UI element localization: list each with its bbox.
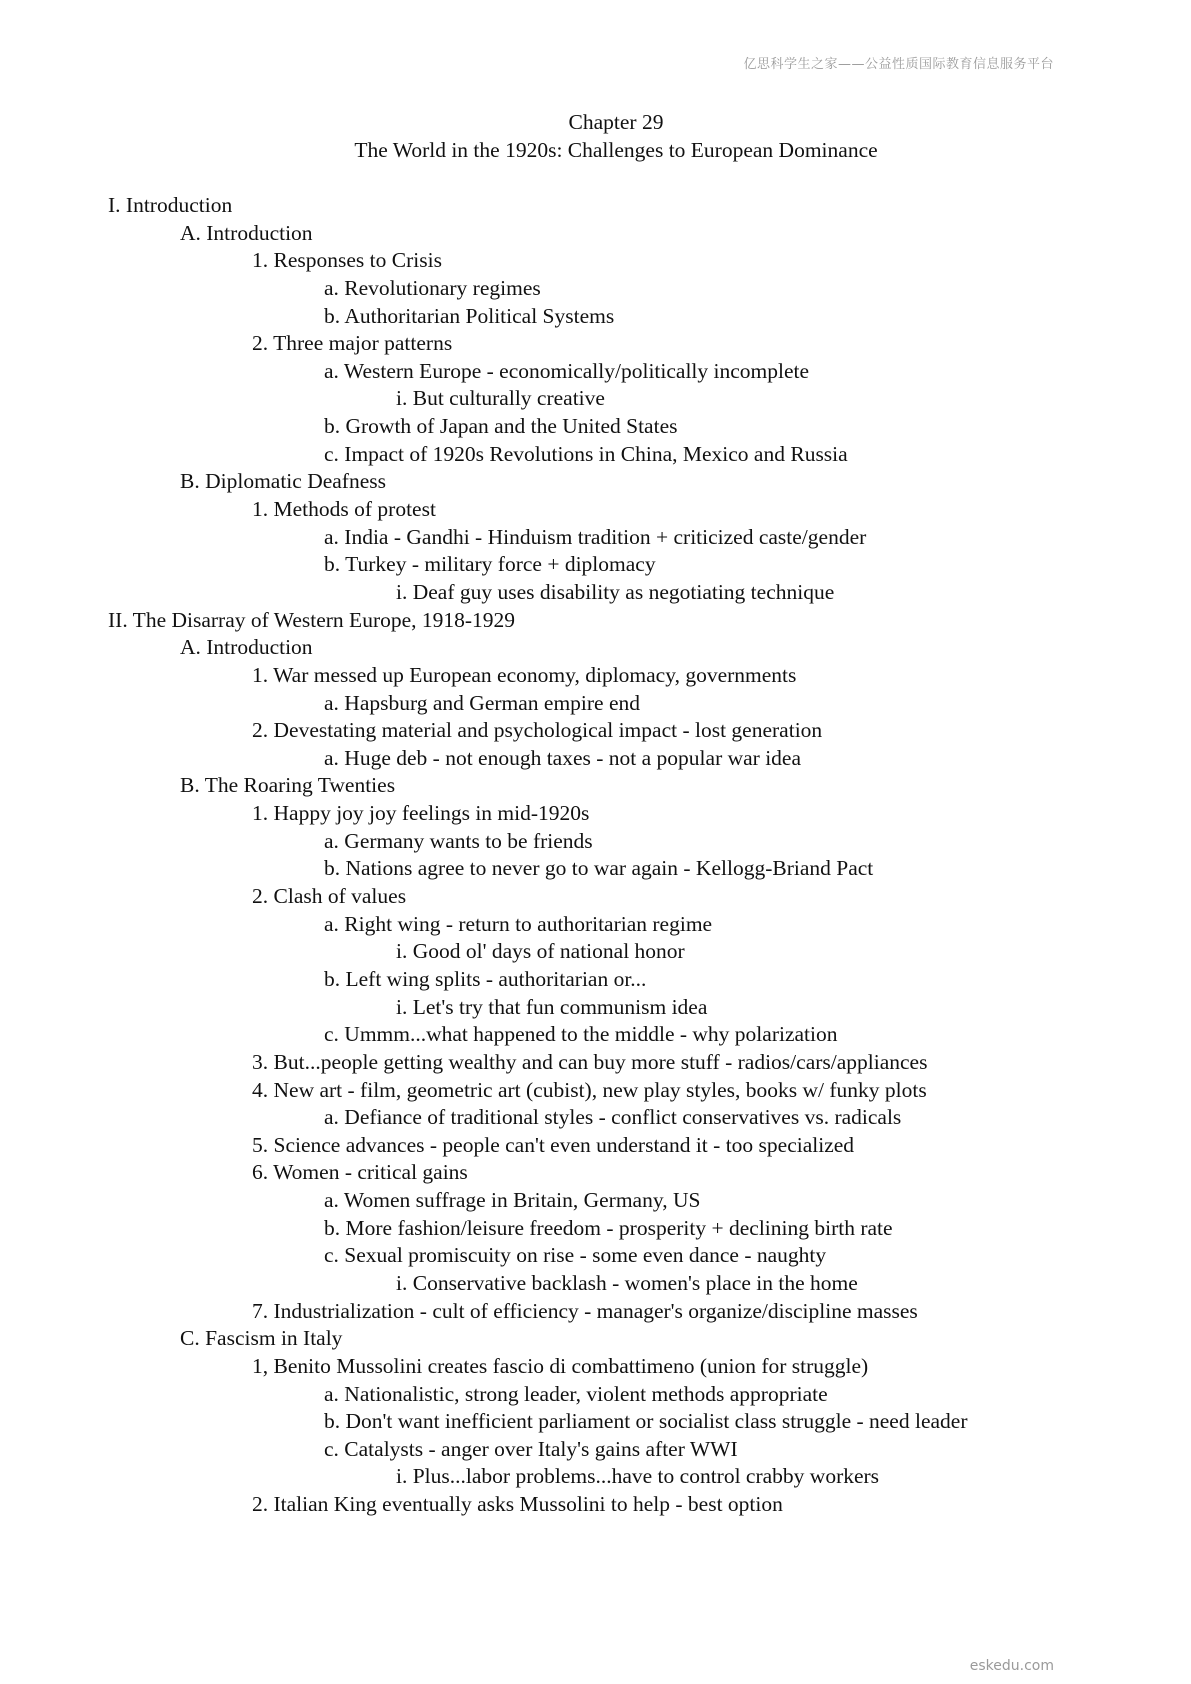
outline-item-level-3: c. Catalysts - anger over Italy's gains after WWI (324, 1436, 738, 1461)
outline-item-level-4: i. Let's try that fun communism idea (396, 994, 708, 1019)
outline-item-level-3: b. Don't want inefficient parliament or socialist class struggle - need leader (324, 1409, 968, 1434)
outline-item-level-3: a. Germany wants to be friends (324, 828, 593, 853)
outline-item-level-1: A. Introduction (180, 635, 313, 660)
outline-item-level-3: c. Impact of 1920s Revolutions in China, Mexico and Russia (324, 441, 848, 466)
header-watermark: 亿思科学生之家——公益性质国际教育信息服务平台 (743, 57, 1054, 72)
outline-item-level-2: 7. Industrialization - cult of efficiency - manager's organize/discipline masses (252, 1298, 918, 1323)
outline-item-level-2: 1, Benito Mussolini creates fascio di combattimeno (union for struggle) (252, 1353, 869, 1378)
outline-item-level-2: 1. War messed up European economy, diplomacy, governments (252, 662, 797, 687)
outline-item-level-3: a. India - Gandhi - Hinduism tradition + criticized caste/gender (324, 524, 867, 549)
outline-item-level-3: a. Western Europe - economically/politically incomplete (324, 358, 810, 383)
outline-item-level-1: B. The Roaring Twenties (180, 773, 396, 798)
outline-item-level-1: C. Fascism in Italy (180, 1326, 343, 1351)
outline-item-level-2: 6. Women - critical gains (252, 1160, 468, 1185)
outline-item-level-2: 2. Italian King eventually asks Mussolini to help - best option (252, 1492, 783, 1517)
outline-item-level-3: b. Growth of Japan and the United States (324, 414, 678, 439)
outline-item-level-3: b. Left wing splits - authoritarian or... (324, 966, 647, 991)
title-block (0, 108, 1191, 164)
outline-item-level-3: a. Right wing - return to authoritarian regime (324, 911, 713, 936)
outline-item-level-3: a. Hapsburg and German empire end (324, 690, 641, 715)
outline-item-level-4: i. Deaf guy uses disability as negotiating technique (396, 579, 835, 604)
outline-item-level-0: II. The Disarray of Western Europe, 1918-1929 (108, 607, 516, 632)
outline-item-level-3: a. Nationalistic, strong leader, violent methods appropriate (324, 1381, 828, 1406)
chapter-subtitle: The World in the 1920s: Challenges to European Dominance (354, 138, 878, 162)
outline-item-level-2: 2. Three major patterns (252, 331, 453, 356)
outline-item-level-3: a. Huge deb - not enough taxes - not a popular war idea (324, 745, 802, 770)
outline-item-level-3: a. Women suffrage in Britain, Germany, US (324, 1188, 701, 1213)
outline (108, 192, 1108, 1519)
outline-item-level-2: 1. Responses to Crisis (252, 248, 442, 273)
outline-item-level-2: 1. Happy joy joy feelings in mid-1920s (252, 801, 590, 826)
footer-watermark: eskedu.com (969, 1658, 1054, 1674)
outline-item-level-0: I. Introduction (108, 193, 233, 217)
outline-item-level-3: a. Defiance of traditional styles - conflict conservatives vs. radicals (324, 1105, 902, 1130)
outline-item-level-3: b. Nations agree to never go to war again - Kellogg-Briand Pact (324, 856, 874, 881)
outline-item-level-2: 3. But...people getting wealthy and can buy more stuff - radios/cars/appliances (252, 1049, 928, 1074)
outline-item-level-2: 2. Devestating material and psychological impact - lost generation (252, 718, 823, 743)
outline-item-level-3: b. Authoritarian Political Systems (324, 303, 615, 328)
outline-item-level-3: c. Sexual promiscuity on rise - some even dance - naughty (324, 1243, 827, 1268)
outline-item-level-4: i. But culturally creative (396, 386, 605, 411)
outline-item-level-3: c. Ummm...what happened to the middle - why polarization (324, 1022, 838, 1047)
outline-item-level-2: 2. Clash of values (252, 884, 407, 909)
outline-item-level-3: a. Revolutionary regimes (324, 275, 541, 300)
outline-item-level-2: 1. Methods of protest (252, 497, 436, 522)
outline-item-level-2: 5. Science advances - people can't even understand it - too specialized (252, 1132, 855, 1157)
outline-item-level-2: 4. New art - film, geometric art (cubist), new play styles, books w/ funky plots (252, 1077, 927, 1102)
chapter-title: Chapter 29 (568, 110, 664, 134)
outline-item-level-4: i. Good ol' days of national honor (396, 939, 685, 964)
outline-item-level-3: b. More fashion/leisure freedom - prosperity + declining birth rate (324, 1215, 893, 1240)
outline-item-level-1: A. Introduction (180, 220, 313, 245)
outline-item-level-4: i. Conservative backlash - women's place in the home (396, 1270, 858, 1295)
outline-item-level-3: b. Turkey - military force + diplomacy (324, 552, 656, 577)
outline-item-level-1: B. Diplomatic Deafness (180, 469, 386, 494)
outline-item-level-4: i. Plus...labor problems...have to control crabby workers (396, 1464, 880, 1489)
